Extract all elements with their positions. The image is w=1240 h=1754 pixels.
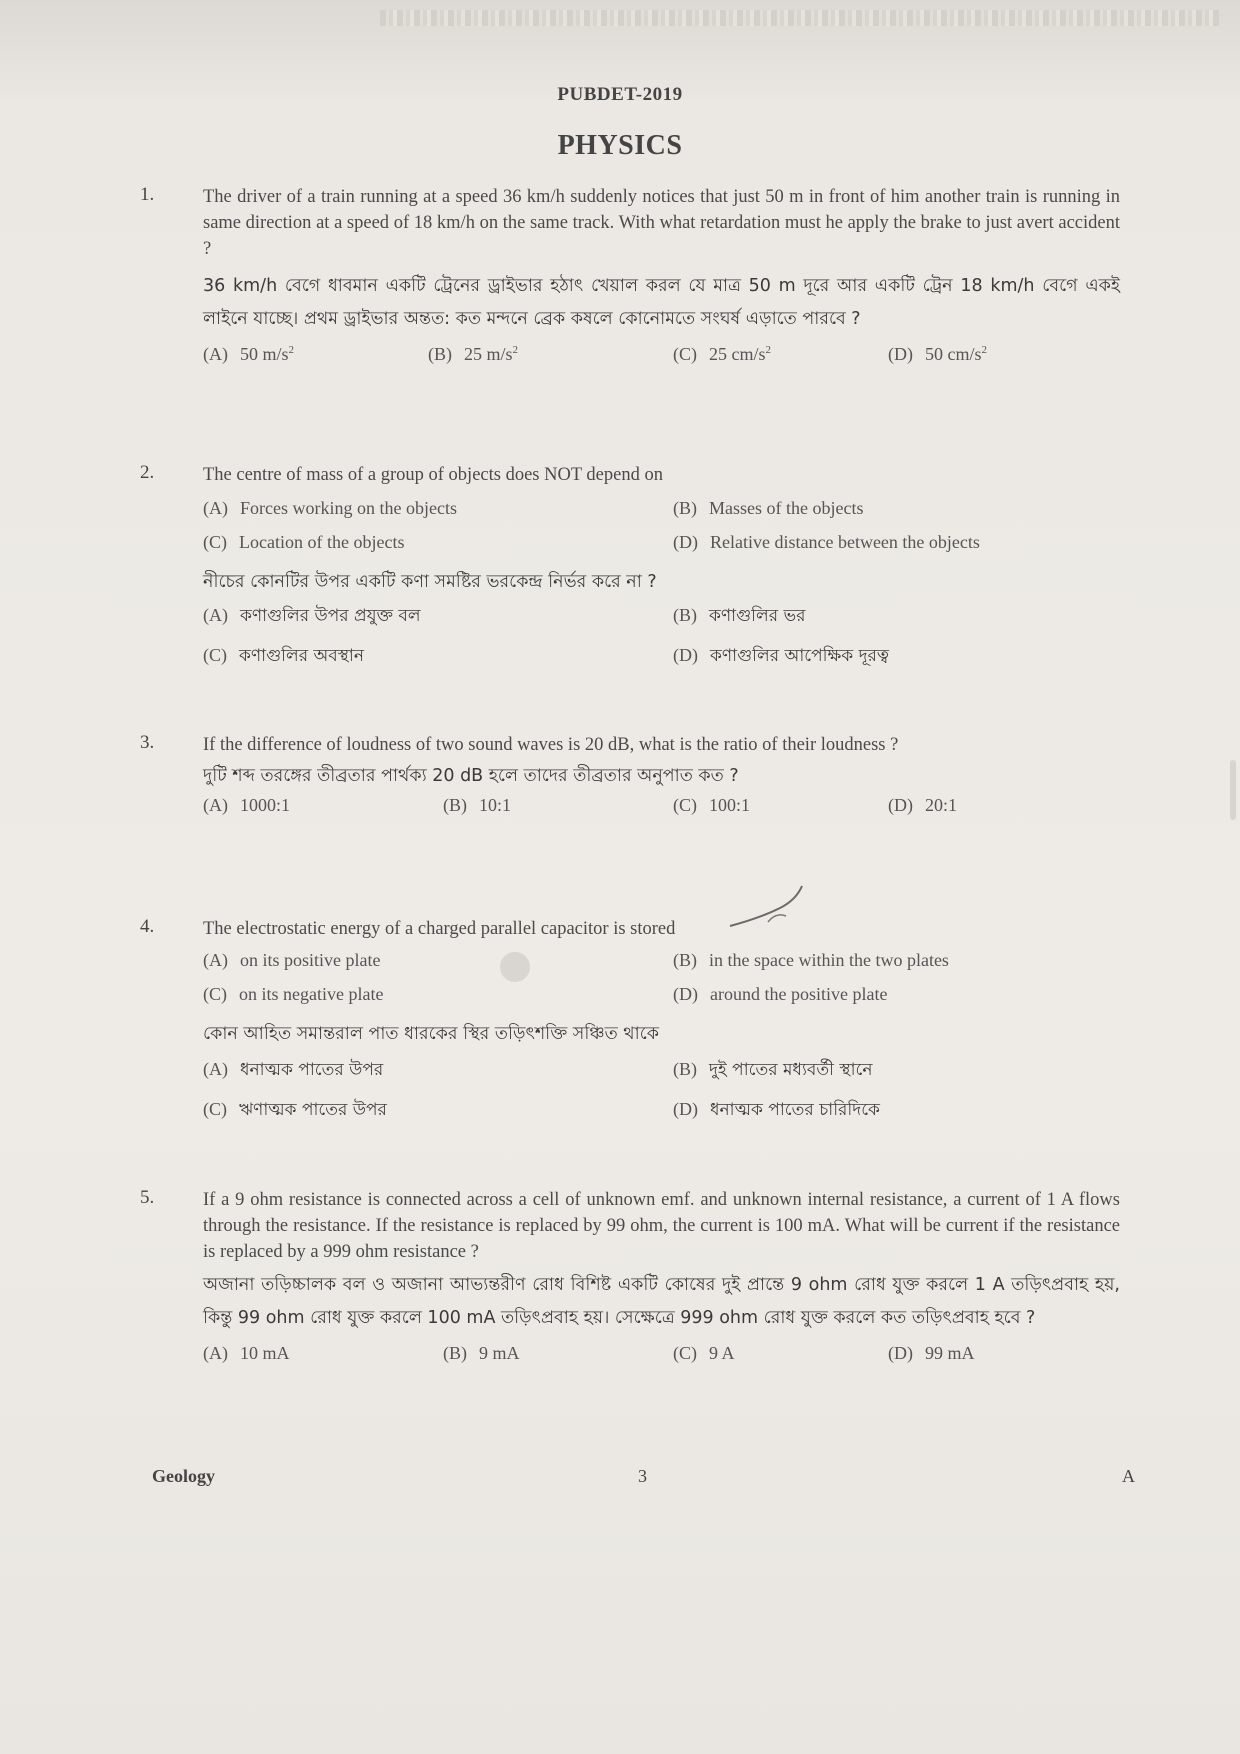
option-d bbox=[673, 643, 889, 671]
option-value: Relative distance between the objects bbox=[710, 532, 980, 552]
options-row-bn bbox=[203, 603, 1120, 637]
ink-mark bbox=[710, 878, 830, 938]
option-b bbox=[428, 344, 518, 365]
question-text-en: The centre of mass of a group of objects does NOT depend on bbox=[203, 465, 663, 485]
option-d bbox=[888, 344, 987, 365]
option-superscript: 2 bbox=[765, 344, 771, 356]
option-value: 100:1 bbox=[709, 795, 751, 815]
option-a bbox=[203, 795, 290, 816]
option-value: 9 mA bbox=[479, 1343, 520, 1363]
option-d bbox=[673, 1097, 880, 1125]
option-value: Location of the objects bbox=[239, 532, 405, 552]
option-label: (B) bbox=[673, 950, 697, 970]
question-text-bn: নীচের কোনটির উপর একটি কণা সমষ্টির ভরকেন্দ্র নির্ভর করে না ? bbox=[203, 572, 657, 592]
option-value: around the positive plate bbox=[710, 984, 888, 1004]
option-d bbox=[673, 532, 980, 553]
option-label: (C) bbox=[203, 1099, 227, 1119]
option-label: (A) bbox=[203, 1343, 228, 1363]
option-b bbox=[673, 1057, 873, 1085]
option-label: (C) bbox=[203, 984, 227, 1004]
option-a bbox=[203, 603, 421, 631]
option-label: (D) bbox=[673, 645, 698, 665]
option-value: কণাগুলির উপর প্রযুক্ত বল bbox=[240, 606, 421, 626]
option-label: (D) bbox=[888, 344, 913, 364]
question-number: 3. bbox=[140, 732, 155, 753]
option-superscript: 2 bbox=[512, 344, 519, 356]
option-a bbox=[203, 498, 457, 519]
option-label: (C) bbox=[203, 532, 227, 552]
option-c bbox=[203, 984, 383, 1005]
option-value: 10 mA bbox=[240, 1343, 290, 1363]
option-value: Masses of the objects bbox=[709, 498, 864, 518]
option-b bbox=[673, 498, 863, 519]
option-c bbox=[673, 795, 750, 816]
options-row bbox=[203, 1343, 1120, 1377]
option-value: on its negative plate bbox=[239, 984, 384, 1004]
option-a bbox=[203, 1343, 290, 1364]
option-label: (A) bbox=[203, 344, 228, 364]
option-label: (D) bbox=[888, 1343, 913, 1363]
question-text-en: If the difference of loudness of two sound waves is 20 dB, what is the ratio of their loudness ? bbox=[203, 735, 899, 755]
option-value: ধনাত্মক পাতের চারিদিকে bbox=[710, 1100, 880, 1120]
options-row-en bbox=[203, 984, 1120, 1018]
option-value: 99 mA bbox=[925, 1343, 975, 1363]
option-value: in the space within the two plates bbox=[709, 950, 949, 970]
scan-smudge bbox=[1230, 760, 1236, 820]
option-label: (C) bbox=[673, 795, 697, 815]
option-c bbox=[673, 344, 771, 365]
option-value: 10:1 bbox=[479, 795, 512, 815]
option-a bbox=[203, 344, 294, 365]
question-text-bn: কোন আহিত সমান্তরাল পাত ধারকের স্থির তড়িৎশক্তি সঞ্চিত থাকে bbox=[203, 1024, 659, 1044]
option-value: 1000:1 bbox=[240, 795, 291, 815]
option-value: কণাগুলির ভর bbox=[709, 606, 806, 626]
option-label: (B) bbox=[673, 605, 697, 625]
option-d bbox=[888, 1343, 975, 1364]
option-label: (B) bbox=[428, 344, 452, 364]
option-value: 9 A bbox=[709, 1343, 735, 1363]
options-row-bn bbox=[203, 1097, 1120, 1131]
option-label: (B) bbox=[443, 795, 467, 815]
option-c bbox=[203, 643, 364, 671]
option-d bbox=[673, 984, 887, 1005]
options-row-bn bbox=[203, 1057, 1120, 1091]
options-row-bn bbox=[203, 643, 1120, 677]
options-row-en bbox=[203, 498, 1120, 532]
question-number: 2. bbox=[140, 462, 155, 483]
option-value: 50 m/s bbox=[240, 344, 289, 364]
question-text-bn: দুটি শব্দ তরঙ্গের তীব্রতার পার্থক্য 20 dB হলে তাদের তীব্রতার অনুপাত কত ? bbox=[203, 766, 739, 786]
option-label: (D) bbox=[673, 532, 698, 552]
question-text-en: The electrostatic energy of a charged parallel capacitor is stored bbox=[203, 919, 676, 939]
option-value: 25 m/s bbox=[464, 344, 513, 364]
option-value: ঋণাত্মক পাতের উপর bbox=[239, 1100, 387, 1120]
option-label: (C) bbox=[203, 645, 227, 665]
option-superscript: 2 bbox=[288, 344, 295, 356]
question-text-bn: 36 km/h বেগে ধাবমান একটি ট্রেনের ড্রাইভার হঠাৎ খেয়াল করল যে মাত্র 50 m দূরে আর একটি ট্রেন 18 km/h বেগে একই লাইনে যাচ্ছে। প্রথম ড্রাইভার অন্তত: কত মন্দনে ব্রেক কষলে কোনোমতে সংঘর্ষ এড়াতে পারবে ? bbox=[203, 276, 1120, 329]
question-number: 5. bbox=[140, 1187, 155, 1208]
option-label: (A) bbox=[203, 950, 228, 970]
question-text-bn: অজানা তড়িচ্চালক বল ও অজানা আভ্যন্তরীণ রোধ বিশিষ্ট একটি কোষের দুই প্রান্তে 9 ohm রোধ যুক্ত করলে 1 A তড়িৎপ্রবাহ হয়, কিন্তু 99 ohm রোধ যুক্ত করলে 100 mA তড়িৎপ্রবাহ হয়। সেক্ষেত্রে 999 ohm রোধ যুক্ত করলে কত তড়িৎপ্রবাহ হবে ? bbox=[203, 1275, 1120, 1328]
option-b bbox=[443, 1343, 520, 1364]
exam-code: PUBDET-2019 bbox=[557, 84, 683, 105]
option-c bbox=[673, 1343, 735, 1364]
option-label: (B) bbox=[673, 1059, 697, 1079]
option-label: (D) bbox=[673, 1099, 698, 1119]
scan-smudge bbox=[500, 952, 530, 982]
options-row bbox=[203, 344, 1120, 378]
option-label: (D) bbox=[673, 984, 698, 1004]
options-row-en bbox=[203, 950, 1120, 984]
question-number: 1. bbox=[140, 184, 155, 205]
option-label: (B) bbox=[673, 498, 697, 518]
option-label: (C) bbox=[673, 1343, 697, 1363]
option-label: (D) bbox=[888, 795, 913, 815]
option-label: (B) bbox=[443, 1343, 467, 1363]
option-c bbox=[203, 1097, 387, 1125]
option-value: on its positive plate bbox=[240, 950, 381, 970]
question-text-en: The driver of a train running at a speed 36 km/h suddenly notices that just 50 m in front of him another train is running in same direction at a speed of 18 km/h on the same track. With what retardation must he apply the brake to just avert accident ? bbox=[203, 187, 1120, 259]
option-value: কণাগুলির অবস্থান bbox=[239, 646, 364, 666]
page-number: 3 bbox=[638, 1466, 647, 1486]
option-b bbox=[673, 603, 805, 631]
scan-artifact-strip bbox=[380, 10, 1220, 26]
option-b bbox=[443, 795, 511, 816]
option-c bbox=[203, 532, 404, 553]
option-value: 25 cm/s bbox=[709, 344, 766, 364]
options-row bbox=[203, 795, 1120, 829]
option-value: কণাগুলির আপেক্ষিক দূরত্ব bbox=[710, 646, 889, 666]
options-row-en bbox=[203, 532, 1120, 566]
option-label: (A) bbox=[203, 795, 228, 815]
option-label: (C) bbox=[673, 344, 697, 364]
option-value: দুই পাতের মধ্যবর্তী স্থানে bbox=[709, 1060, 873, 1080]
set-code: A bbox=[1122, 1466, 1135, 1486]
question-text-en: If a 9 ohm resistance is connected across a cell of unknown emf. and unknown internal resistance, a current of 1 A flows through the resistance. If the resistance is replaced by 99 ohm, the current is 100 mA. What will be current if the resistance is replaced by a 999 ohm resistance ? bbox=[203, 1190, 1120, 1262]
option-a bbox=[203, 950, 380, 971]
subject-title: PHYSICS bbox=[557, 130, 683, 161]
option-value: Forces working on the objects bbox=[240, 498, 457, 518]
option-d bbox=[888, 795, 957, 816]
option-label: (A) bbox=[203, 498, 228, 518]
footer-left: Geology bbox=[152, 1466, 215, 1486]
option-value: 50 cm/s bbox=[925, 344, 982, 364]
option-value: 20:1 bbox=[925, 795, 958, 815]
option-value: ধনাত্মক পাতের উপর bbox=[240, 1060, 384, 1080]
option-superscript: 2 bbox=[981, 344, 987, 356]
option-label: (A) bbox=[203, 605, 228, 625]
option-b bbox=[673, 950, 949, 971]
option-label: (A) bbox=[203, 1059, 228, 1079]
question-number: 4. bbox=[140, 916, 155, 937]
option-a bbox=[203, 1057, 383, 1085]
